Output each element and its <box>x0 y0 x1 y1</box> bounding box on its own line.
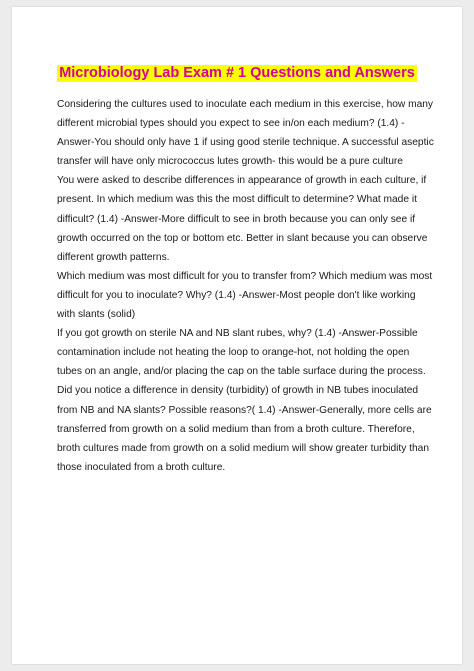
title-container <box>12 64 462 82</box>
question-answer-3: Which medium was most difficult for you to transfer from? Which medium was most difficult for you to inoculate? Why? (1.4) -Answer-Most people don't like working with slants (solid) <box>57 270 433 321</box>
question-answer-5: Did you notice a difference in density (turbidity) of growth in NB tubes inoculated from NB and NA slants? Possible reasons?( 1.4) -Answer-Generally, more cells are transferred from growth on a solid medium than from a broth culture. Therefore, broth cultures made from growth on a solid medium will show greater turbidity than those inoculated from a broth culture. <box>57 385 432 473</box>
question-answer-4: If you got growth on sterile NA and NB slant rubes, why? (1.4) -Answer-Possible contamination include not heating the loop to orange-hot, not holding the open tubes on an angle, and/or placing the cap on the table surface during the process. <box>57 328 426 378</box>
document-body <box>57 95 435 477</box>
page-title: Microbiology Lab Exam # 1 Questions and Answers <box>59 65 415 81</box>
document-page <box>12 7 462 664</box>
question-answer-2: You were asked to describe differences in appearance of growth in each culture, if present. In which medium was this the most difficult to determine? What made it difficult? (1.4) -Answer-More difficult to see in broth because you can only see if growth occurred on the top or bottom etc. Better in slant because you can observe different growth patterns. <box>57 175 428 263</box>
question-answer-1: Considering the cultures used to inoculate each medium in this exercise, how many different microbial types should you expect to see in/on each medium? (1.4) -Answer-You should only have 1 if using good sterile technique. A successful aseptic transfer will have only micrococcus lutes growth- this would be a pure culture <box>57 99 434 168</box>
